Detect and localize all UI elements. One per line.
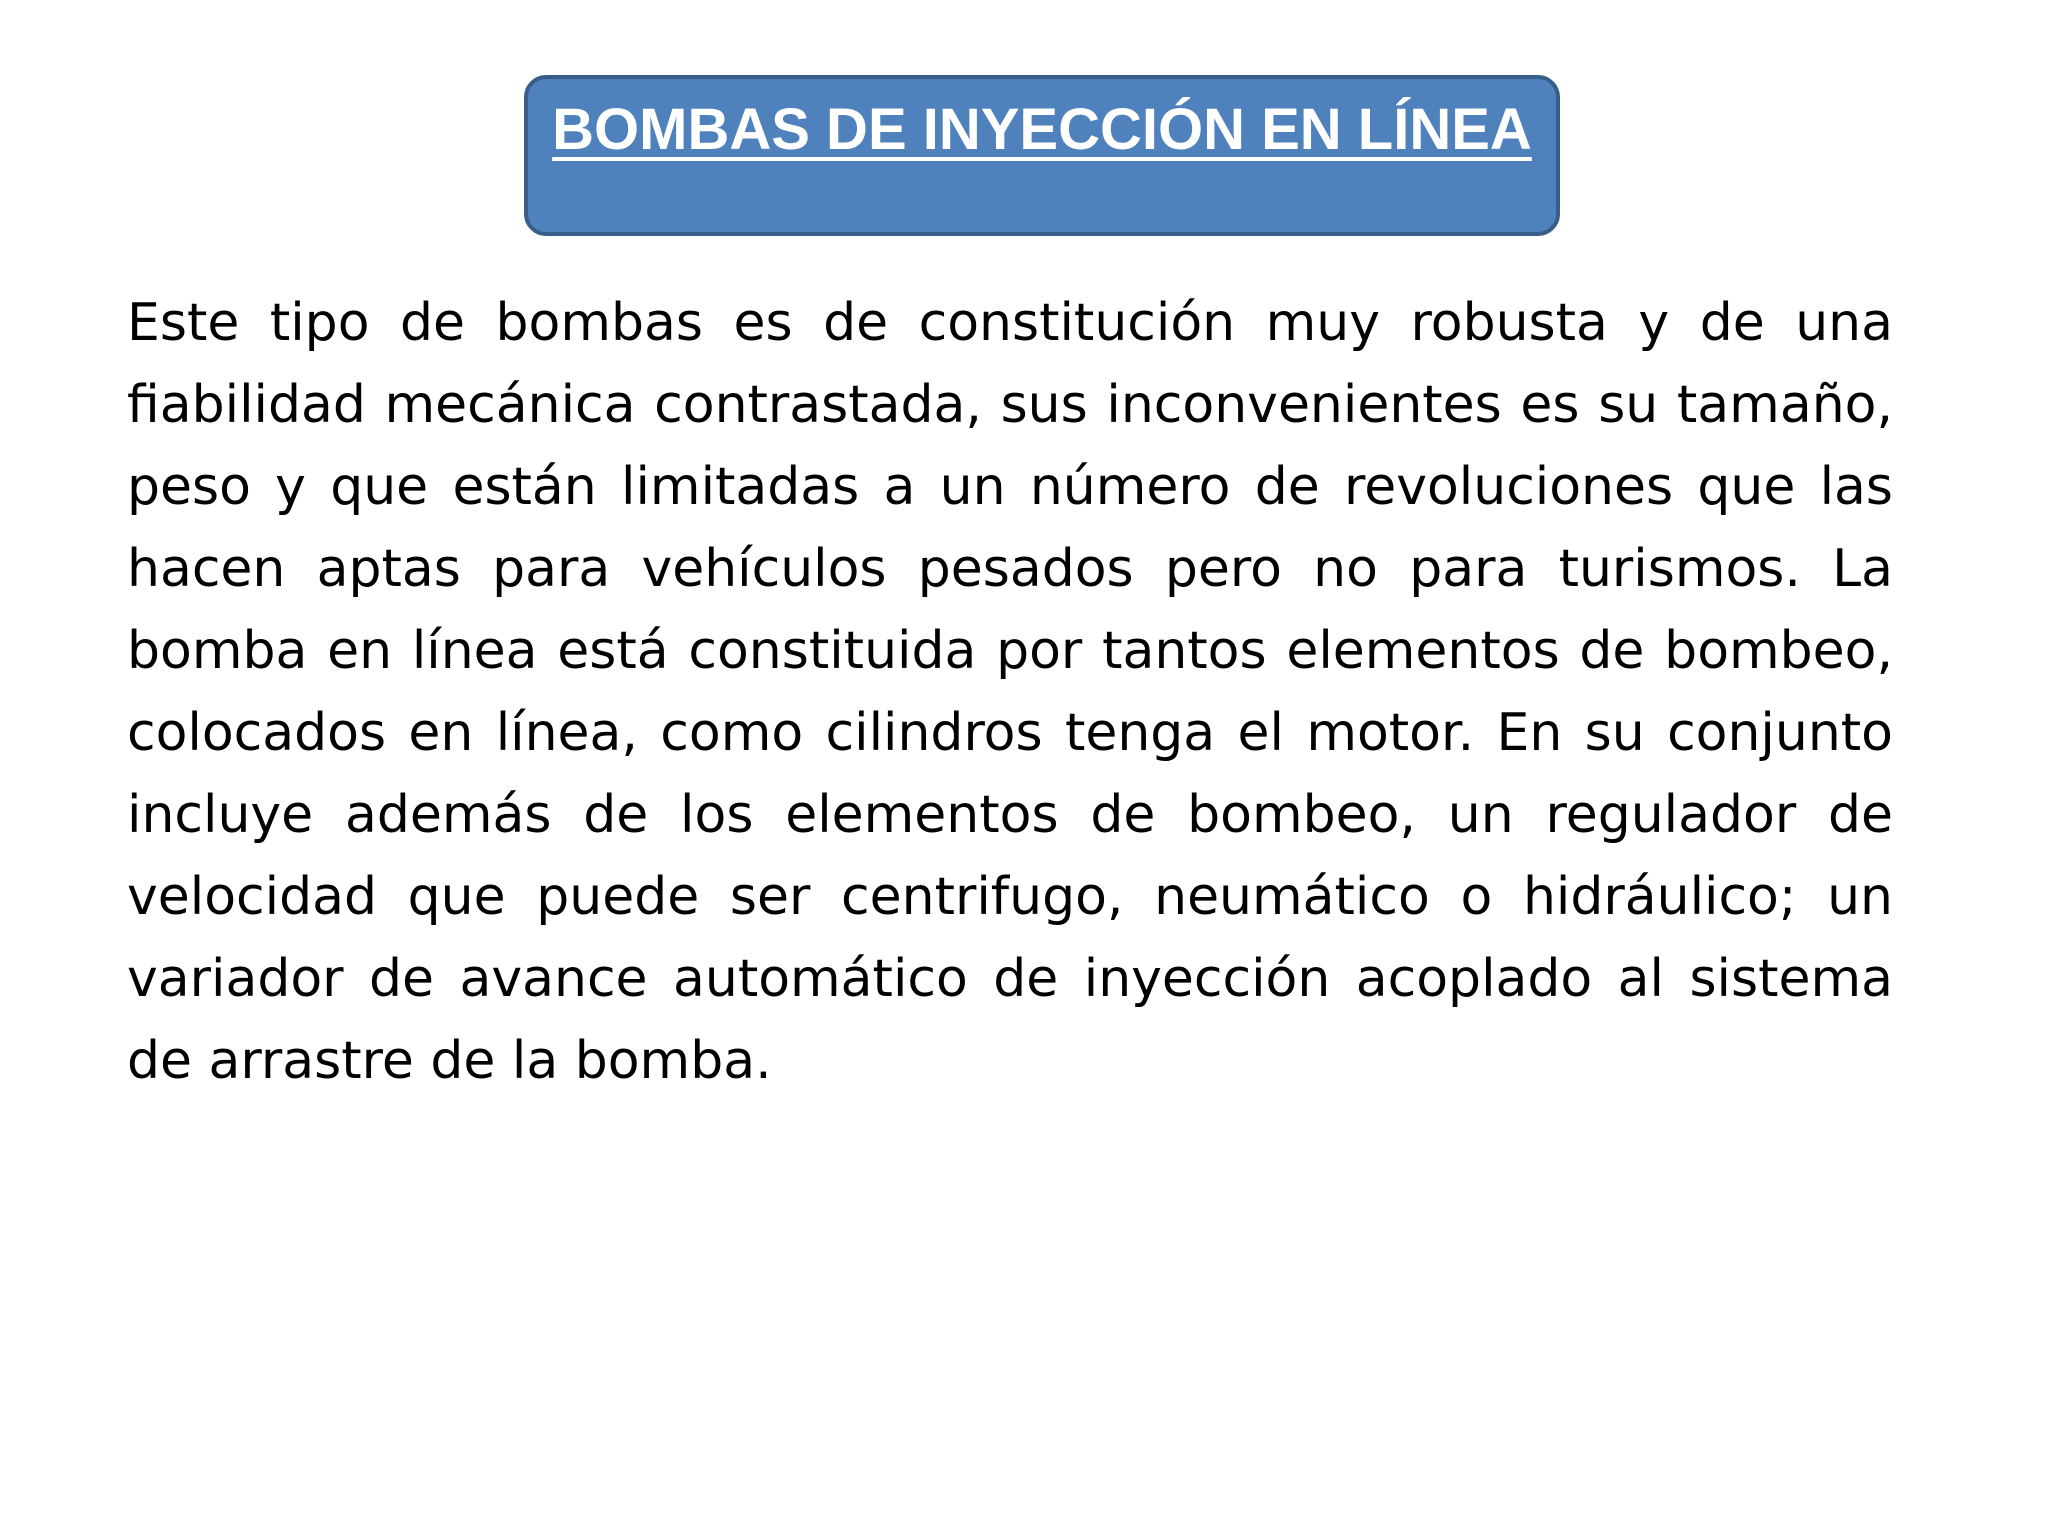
slide-title: BOMBAS DE INYECCIÓN EN LÍNEA: [552, 97, 1532, 162]
title-box: [524, 75, 1560, 236]
slide-body-text: Este tipo de bombas es de constitución muy robusta y de una fiabilidad mecánica contrastada, sus inconvenientes es su tamaño, peso y que están limitadas a un número de revoluciones que las hacen aptas para vehículos pesados pero no para turismos. La bomba en línea está constituida por tantos elementos de bombeo, colocados en línea, como cilindros tenga el motor. En su conjunto incluye además de los elementos de bombeo, un regulador de velocidad que puede ser centrifugo, neumático o hidráulico; un variador de avance automático de inyección acoplado al sistema de arrastre de la bomba.: [127, 293, 1893, 1091]
